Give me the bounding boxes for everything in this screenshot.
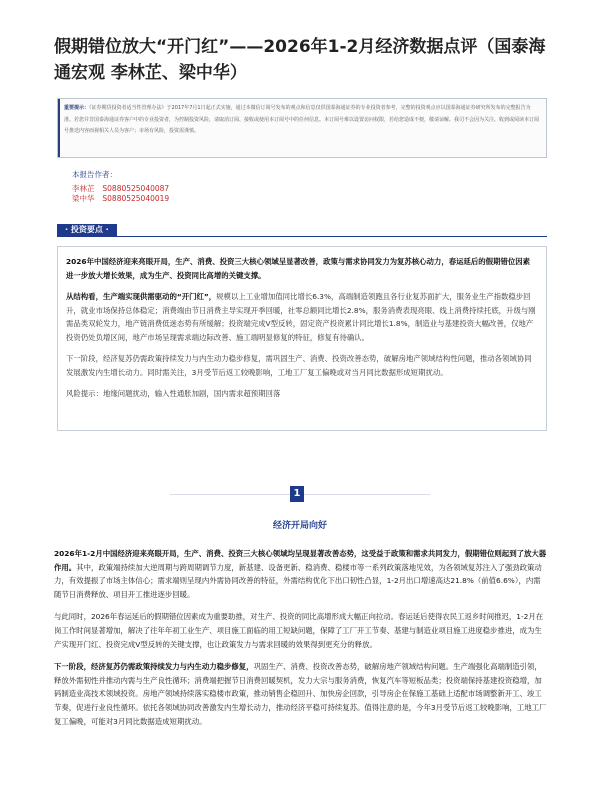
body-paragraph (54, 547, 548, 601)
section-tag-label: 投资要点 (70, 225, 103, 234)
body-text-span: 其中，政策端持续加大逆周期与跨周期调节力度，新基建、设备更新、稳消费、稳楼市等一系列政策落地见效，为各领域复苏注入了强劲政策动力，有效提振了市场主体信心；需求端则呈现内外需协同改善的特征，外需结构优化下出口韧性凸显，1-2月出口增速高达21.8%（前值6.6%），内需随节日消费释放、项目开工推进逐步回暖。 (54, 562, 542, 599)
key-point-lead: 从结构看，生产端实现供需驱动的“开门红”， (66, 292, 217, 301)
notice-text: 《证券期货投资者适当性管理办法》于2017年7月1日起正式实施，通过本微信订阅号发布的观点和信息仅供国泰海通证券的专业投资者参考，完整的投资观点应以国泰海通证券研究所发布的完整报告为准。若您并非国泰海通证券客户中的专业投资者，为控制投资风险，请取消订阅、接收或使用本订阅号中的任何信息。本订阅号难以设置访问权限，若给您造成不便，敬请谅解。我司不会因为关注、收到或阅读本订阅号推送内容而视相关人员为客户；市场有风险，投资需谨慎。 (64, 105, 540, 134)
author-header: 本报告作者： (72, 170, 117, 179)
author-id: S0880525040087 (102, 184, 170, 193)
body-text (54, 547, 548, 737)
page-title: 假期错位放大“开门红”——2026年1-2月经济数据点评（国泰海通宏观 李林芷、梁中华） (54, 37, 546, 83)
author-name: 李林芷 (72, 184, 95, 193)
body-paragraph (54, 660, 548, 728)
important-notice-box (57, 98, 547, 158)
body-text-span: 与此同时，2026年春运延后的假期错位因素成为重要助推，对生产、投资的同比高增形成大幅正向拉动。春运延后使得农民工返乡时间推迟，1-2月在岗工作时间显著增加，解决了往年年初工业生产、项目施工面临的用工短缺问题，保障了工厂开工节奏、基建与制造业项目施工进度稳步推进，成为生产实现开门红、投资完成V型反转的关键支撑，也让政策发力与需求回暖的效果得到更充分的释放。 (54, 612, 544, 649)
key-point-lead: 2026年中国经济迎来亮眼开局，生产、消费、投资三大核心领域呈显著改善，政策与需求协同发力为复苏核心动力，春运延后的假期错位因素进一步放大增长效果，成为生产、投资同比高增的关键支撑。 (66, 257, 531, 280)
section-divider (57, 236, 547, 237)
key-points-box (57, 246, 547, 431)
key-point-text: 下一阶段，经济复苏仍需政策持续发力与内生动力稳步修复，需巩固生产、消费、投资改善态势，破解房地产领域结构性问题，推动各领域协同发展激发内生增长动力。同时需关注，3月受节后返工较晚影响，工地工厂复工偏晚或对当月同比数据形成短期扰动。 (66, 354, 532, 377)
chapter-title: 经济开局向好 (272, 521, 327, 531)
chapter-number-badge: 1 (290, 486, 304, 502)
notice-accent-bar (58, 99, 60, 157)
risk-warning (66, 387, 536, 401)
key-point-paragraph (66, 352, 536, 379)
notice-label: 重要提示： (64, 105, 90, 111)
body-lead: 下一阶段，经济复苏仍需政策持续发力与内生动力稳步修复， (54, 662, 254, 672)
key-point-paragraph (66, 290, 536, 344)
section-tag-investment-points: · 投资要点 · (57, 224, 117, 236)
author-id: S0880525040019 (102, 194, 170, 203)
author-row (72, 184, 169, 194)
author-name: 梁中华 (72, 194, 95, 203)
risk-warning-text: 风险提示：地缘问题扰动，输入性通胀加剧，国内需求超预期回落 (66, 389, 281, 398)
body-lead: 2026年1-2月中国经济迎来亮眼开局，生产、消费、投资三大核心领域均呈现显著改善态势，这受益于政策和需求共同发力，假期错位则起到了放大器作用。 (54, 549, 547, 572)
author-block (72, 170, 169, 204)
key-point-text: 规模以上工业增加值同比增长6.3%，高端制造领跑且各行业复苏面扩大，服务业生产指数稳步回升，就业市场保持总体稳定；消费端由节日消费主导实现开季回暖，社零总额同比增长2.8%，服务消费表现亮眼、线上消费持续托底，升级与刚需品类双轮发力，地产链消费低迷态势有所缓解；投资端完成V型反转，固定资产投资累计同比增长1.8%，制造业与基建投资大幅改善，仅地产投资仍处负增区间，地产市场呈现需求端边际改善、施工端明显修复的特征，修复有待确认。 (66, 292, 536, 342)
key-point-paragraph (66, 255, 536, 282)
author-row (72, 194, 169, 204)
body-text-span: 巩固生产、消费、投资改善态势，破解房地产领域结构问题。生产端强化高端制造引领，释放外需韧性并推动内需与生产良性循环；消费端把握节日消费回暖契机，发力大宗与服务消费，恢复汽车等短板品类；投资端保持基建投资稳增，加码制造业高技术领域投资。房地产领域持续落实稳楼市政策，推动销售企稳回升、加快房企回款，引导房企在保施工基础上适配市场调整新开工、竣工节奏，促进行业良性循环。依托各领域协同改善激发内生增长动力，推动经济平稳可持续复苏。值得注意的是，今年3月受节后返工较晚影响，工地工厂复工偏晚，可能对3月同比数据造成短期扰动。 (54, 662, 547, 726)
body-paragraph (54, 610, 548, 651)
